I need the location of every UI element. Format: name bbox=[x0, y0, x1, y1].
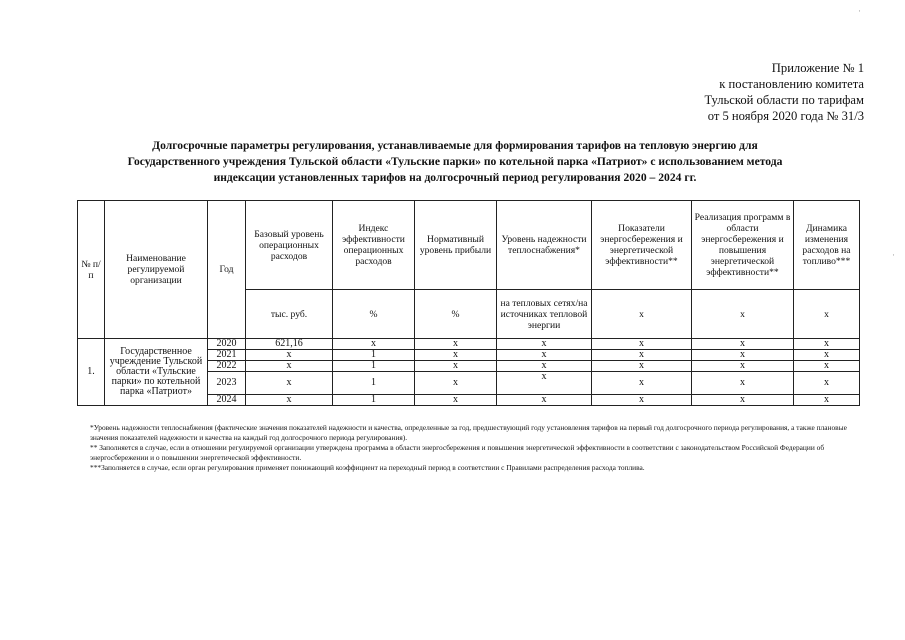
cell-base: x bbox=[246, 395, 333, 406]
cell-energy: x bbox=[592, 361, 692, 372]
cell-reliability: x bbox=[497, 395, 592, 406]
appendix-block bbox=[704, 60, 864, 124]
cell-index: 1 bbox=[333, 395, 415, 406]
unit-index: % bbox=[333, 290, 415, 339]
header-year: Год bbox=[208, 201, 246, 339]
cell-year: 2023 bbox=[208, 372, 246, 395]
header-base: Базовый уровень операционных расходов bbox=[246, 201, 333, 290]
cell-index: 1 bbox=[333, 361, 415, 372]
cell-programs: x bbox=[692, 361, 794, 372]
appendix-line: к постановлению комитета bbox=[719, 77, 864, 91]
cell-profit: x bbox=[415, 372, 497, 395]
appendix-line: Тульской области по тарифам bbox=[704, 93, 864, 107]
footnotes bbox=[90, 423, 860, 473]
cell-reliability: x bbox=[497, 361, 592, 372]
cell-reliability: x bbox=[497, 339, 592, 350]
header-profit: Нормативный уровень прибыли bbox=[415, 201, 497, 290]
cell-programs: x bbox=[692, 339, 794, 350]
cell-index: 1 bbox=[333, 350, 415, 361]
footnote-fuel: ***Заполняется в случае, если орган регулирования применяет понижающий коэффициент на переходный период в соответствии с Правилами распределения расхода топлива. bbox=[90, 463, 645, 472]
row-number: 1. bbox=[78, 339, 105, 406]
cell-profit: x bbox=[415, 339, 497, 350]
cell-energy: x bbox=[592, 395, 692, 406]
org-name: Государственное учреждение Тульской области «Тульские парки» по котельной парка «Патриот» bbox=[105, 339, 208, 406]
unit-energy: x bbox=[592, 290, 692, 339]
cell-fuel: x bbox=[794, 339, 860, 350]
header-programs: Реализация программ в области энергосбережения и повышения энергетической эффективности** bbox=[692, 201, 794, 290]
cell-base: x bbox=[246, 350, 333, 361]
cell-year: 2024 bbox=[208, 395, 246, 406]
cell-index: 1 bbox=[333, 372, 415, 395]
cell-profit: x bbox=[415, 350, 497, 361]
cell-energy: x bbox=[592, 372, 692, 395]
cell-year: 2022 bbox=[208, 361, 246, 372]
unit-profit: % bbox=[415, 290, 497, 339]
cell-reliability: x bbox=[497, 372, 592, 395]
cell-profit: x bbox=[415, 361, 497, 372]
footnote-energy-saving: ** Заполняется в случае, если в отношении регулируемой организации утверждена программа в области энергосбережения и повышения энергетической эффективности в соответствии с законодательством Российской Федерации об энергосбережении и о повышении энергетической эффективности. bbox=[90, 443, 825, 462]
cell-base: x bbox=[246, 372, 333, 395]
cell-programs: x bbox=[692, 372, 794, 395]
table-row bbox=[78, 339, 860, 350]
unit-reliability: на тепловых сетях/на источниках тепловой энергии bbox=[497, 290, 592, 339]
appendix-line: Приложение № 1 bbox=[771, 61, 864, 75]
unit-programs: x bbox=[692, 290, 794, 339]
parameters-table bbox=[77, 200, 860, 406]
appendix-line: от 5 ноября 2020 года № 31/3 bbox=[707, 109, 864, 123]
header-reliability: Уровень надежности теплоснабжения* bbox=[497, 201, 592, 290]
cell-programs: x bbox=[692, 350, 794, 361]
cell-profit: x bbox=[415, 395, 497, 406]
header-index: Индекс эффективности операционных расходов bbox=[333, 201, 415, 290]
document-title bbox=[60, 138, 850, 186]
title-line: Долгосрочные параметры регулирования, устанавливаемые для формирования тарифов на тепловую энергию для bbox=[152, 139, 758, 152]
cell-index: x bbox=[333, 339, 415, 350]
title-line: индексации установленных тарифов на долгосрочный период регулирования 2020 – 2024 гг. bbox=[213, 171, 697, 184]
scan-dot: · bbox=[858, 6, 861, 16]
scan-dot: · bbox=[892, 250, 895, 260]
cell-energy: x bbox=[592, 339, 692, 350]
unit-base: тыс. руб. bbox=[246, 290, 333, 339]
footnote-reliability: *Уровень надежности теплоснабжения (фактические значения показателей надежности и качества, определенные за год, предшествующий году установления тарифов на первый год долгосрочного периода регулирования, а также плановые значения показателей надежности и качества на каждый год долгосрочного периода регулирования). bbox=[90, 423, 847, 442]
title-line: Государственного учреждения Тульской области «Тульские парки» по котельной парка «Патриот» с использованием метода bbox=[127, 155, 783, 168]
header-energy: Показатели энергосбережения и энергетической эффективности** bbox=[592, 201, 692, 290]
cell-energy: x bbox=[592, 350, 692, 361]
cell-fuel: x bbox=[794, 361, 860, 372]
cell-year: 2021 bbox=[208, 350, 246, 361]
cell-fuel: x bbox=[794, 372, 860, 395]
cell-base: 621,16 bbox=[246, 339, 333, 350]
cell-year: 2020 bbox=[208, 339, 246, 350]
header-org: Наименование регулируемой организации bbox=[105, 201, 208, 339]
cell-fuel: x bbox=[794, 395, 860, 406]
header-num: № п/п bbox=[78, 201, 105, 339]
header-fuel: Динамика изменения расходов на топливо*** bbox=[794, 201, 860, 290]
cell-programs: x bbox=[692, 395, 794, 406]
unit-fuel: x bbox=[794, 290, 860, 339]
cell-base: x bbox=[246, 361, 333, 372]
cell-reliability: x bbox=[497, 350, 592, 361]
cell-fuel: x bbox=[794, 350, 860, 361]
